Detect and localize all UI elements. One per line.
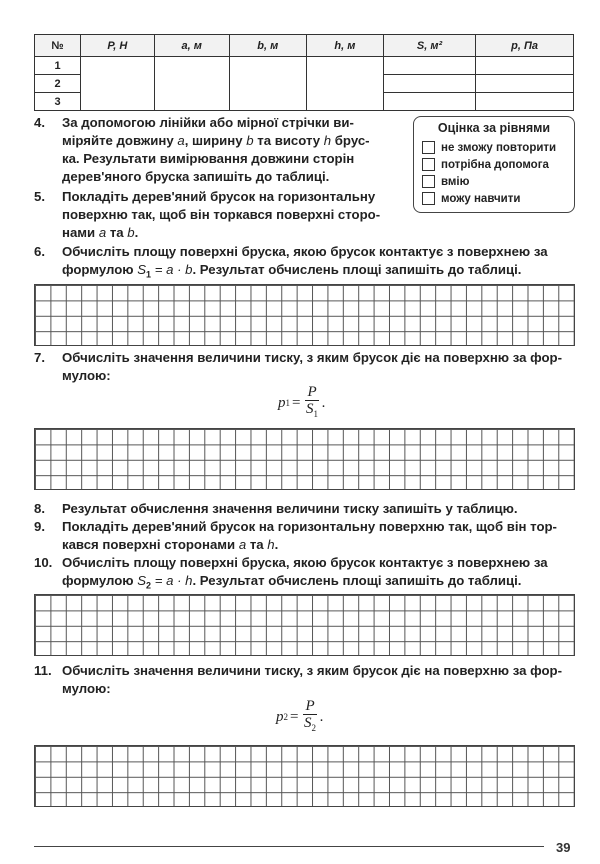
- step-number: 5.: [34, 189, 45, 204]
- self-assessment-box: [413, 116, 575, 213]
- cell-height-h[interactable]: [306, 57, 383, 111]
- step-number: 7.: [34, 350, 45, 365]
- rating-option[interactable]: вмію: [422, 173, 566, 190]
- rating-option[interactable]: можу навчити: [422, 190, 566, 207]
- step-number: 9.: [34, 519, 45, 534]
- measurement-table: [34, 34, 574, 111]
- step-line: Обчисліть площу поверхні бруска, якою брусок контактує з поверхнею за: [62, 244, 548, 259]
- footer-divider: [34, 846, 544, 847]
- step-number: 11.: [34, 663, 52, 678]
- step-number: 8.: [34, 501, 45, 516]
- cell-pressure-3[interactable]: [476, 93, 574, 111]
- step-line: Обчисліть площу поверхні бруска, якою брусок контактує з поверхнею за: [62, 555, 548, 570]
- step-6: [34, 243, 579, 284]
- header-width-b: b, м: [229, 35, 306, 57]
- step-4: [34, 114, 414, 186]
- table-header-row: [35, 35, 574, 57]
- cell-length-a[interactable]: [154, 57, 229, 111]
- cell-area-2[interactable]: [383, 75, 475, 93]
- step-line: міряйте довжину a, ширину b та висоту h брус-: [62, 133, 370, 148]
- step-line: Результат обчислення значення величини тиску запишіть у таблицю.: [62, 501, 518, 516]
- step-line: Покладіть дерев'яний брусок на горизонтальну поверхню так, щоб він тор-: [62, 519, 557, 534]
- pressure-formula-2: p 2 = $\frac{P}{S_2}$ .: [276, 698, 324, 733]
- step-number: 6.: [34, 244, 45, 259]
- step-5: [34, 188, 414, 242]
- header-pressure: p, Па: [476, 35, 574, 57]
- step-line: ка. Результати вимірювання довжини сторін: [62, 151, 355, 166]
- checkbox-icon[interactable]: [422, 141, 435, 154]
- cell-width-b[interactable]: [229, 57, 306, 111]
- calculation-grid-4[interactable]: [34, 745, 575, 807]
- checkbox-icon[interactable]: [422, 158, 435, 171]
- step-8: [34, 500, 579, 518]
- row-number-1: 1: [35, 57, 81, 75]
- step-line: Обчисліть значення величини тиску, з яким брусок діє на поверхню за фор-: [62, 350, 562, 365]
- header-force: P, H: [81, 35, 155, 57]
- step-line: поверхню так, щоб він торкався поверхні сторо-: [62, 207, 381, 222]
- step-11: [34, 662, 579, 698]
- cell-area-1[interactable]: [383, 57, 475, 75]
- pressure-formula-1: p 1 = $\frac{P}{S_1}$ .: [278, 384, 326, 419]
- cell-pressure-1[interactable]: [476, 57, 574, 75]
- step-line: мулою:: [62, 681, 111, 696]
- step-9: [34, 518, 579, 554]
- step-number: 4.: [34, 115, 45, 130]
- step-line: кався поверхні сторонами a та h.: [62, 537, 279, 552]
- row-number-3: 3: [35, 93, 81, 111]
- step-line: формулою $S_2 = a \cdot h$. Результат обчислень площі запишіть до таблиці.: [62, 573, 522, 591]
- step-number: 10.: [34, 555, 53, 570]
- cell-area-3[interactable]: [383, 93, 475, 111]
- rating-option[interactable]: не зможу повторити: [422, 139, 566, 156]
- calculation-grid-3[interactable]: [34, 594, 575, 656]
- step-line: Покладіть дерев'яний брусок на горизонтальну: [62, 189, 376, 204]
- calculation-grid-1[interactable]: [34, 284, 575, 346]
- rating-title: Оцінка за рівнями: [437, 121, 551, 135]
- header-length-a: a, м: [154, 35, 229, 57]
- header-number: №: [35, 35, 81, 57]
- step-line: Обчисліть значення величини тиску, з яким брусок діє на поверхню за фор-: [62, 663, 562, 678]
- step-line: За допомогою лінійки або мірної стрічки ви-: [62, 115, 354, 130]
- cell-pressure-2[interactable]: [476, 75, 574, 93]
- calculation-grid-2[interactable]: [34, 428, 575, 490]
- table-row: [35, 57, 574, 75]
- page-number: 39: [556, 840, 571, 855]
- row-number-2: 2: [35, 75, 81, 93]
- header-height-h: h, м: [306, 35, 383, 57]
- header-area: S, м²: [383, 35, 475, 57]
- step-line: дерев'яного бруска запишіть до таблиці.: [62, 169, 330, 184]
- step-line: формулою $S_1 = a \cdot b$. Результат обчислень площі запишіть до таблиці.: [62, 262, 522, 280]
- checkbox-icon[interactable]: [422, 175, 435, 188]
- step-line: мулою:: [62, 368, 111, 383]
- checkbox-icon[interactable]: [422, 192, 435, 205]
- rating-option[interactable]: потрібна допомога: [422, 156, 566, 173]
- step-10: [34, 554, 579, 595]
- cell-force[interactable]: [81, 57, 155, 111]
- step-7: [34, 349, 579, 385]
- step-line: нами a та b.: [62, 225, 139, 240]
